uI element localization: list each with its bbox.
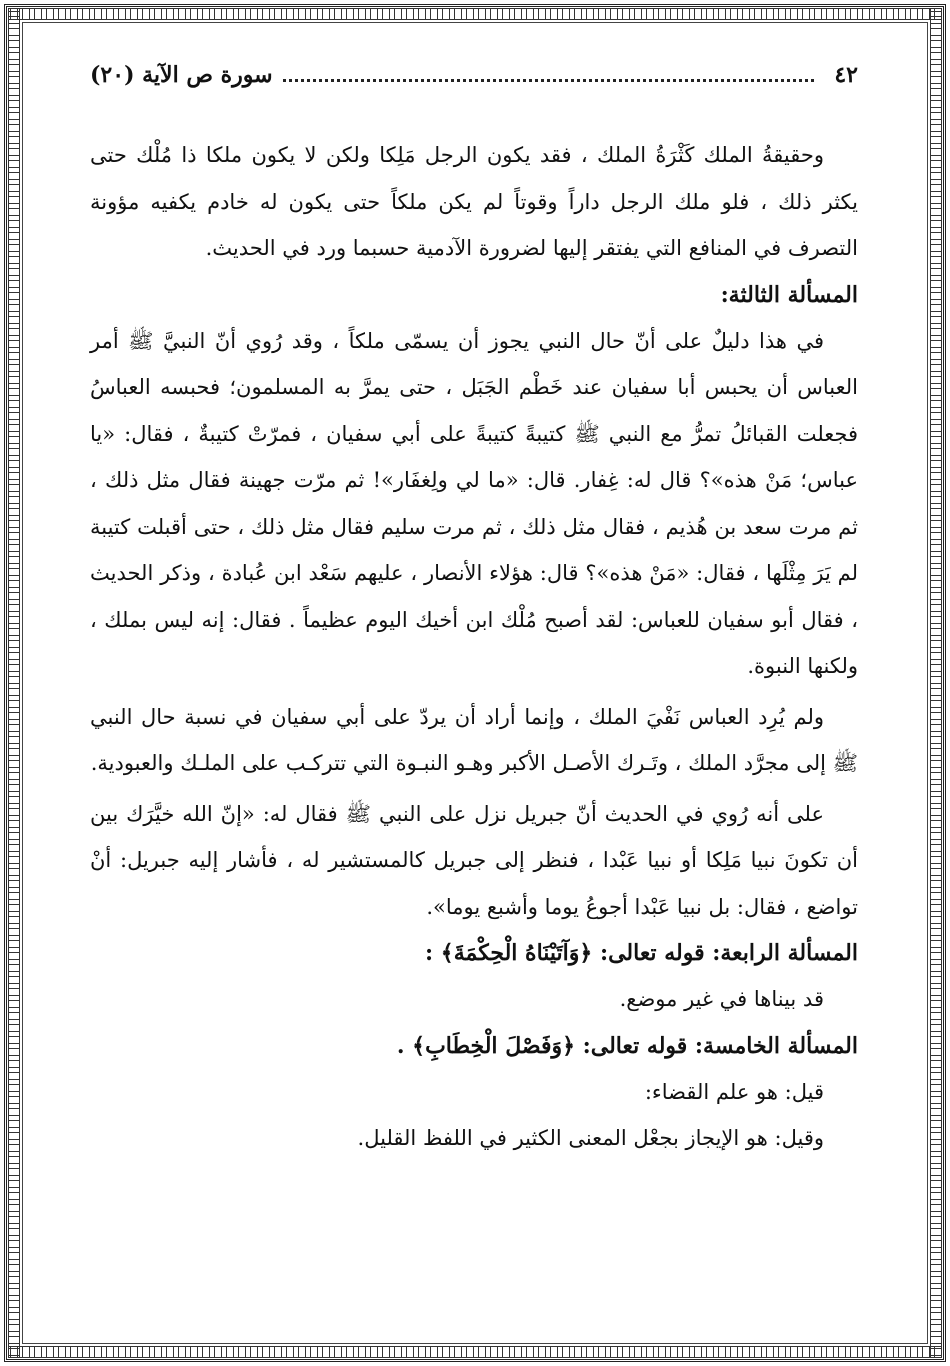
paragraph: قد بيناها في غير موضع.	[619, 987, 824, 1011]
page	[90, 62, 858, 1162]
surah-title: سورة ص الآية (٢٠)	[90, 62, 273, 88]
page-body	[90, 132, 858, 1162]
paragraph: في هذا دليلٌ على أنّ حال النبي يجوز أن يسمّى ملكاً ، وقد رُوي أنّ النبيَّ ﷺ أمر العباس أن يحبس أبا سفيان عند خَطْم الجَبَل ، حتى يمرَّ به المسلمون؛ فحبسه العباسُ فجعلت القبائلُ تمرُّ مع النبي ﷺ كتيبةً كتيبةً على أبي سفيان ، فمرّتْ كتيبةٌ ، فقال: «يا عباس؛ مَنْ هذه»؟ قال له: غِفار. قال: «ما لي ولِغفَار»! ثم مرّت جهينة فقال مثل ذلك ، ثم مرت سعد بن هُذيم ، فقال مثل ذلك ، ثم مرت سليم فقال مثل ذلك ، حتى أقبلت كتيبة لم يَرَ مِثْلَها ، فقال: «مَنْ هذه»؟ قال: هؤلاء الأنصار ، عليهم سَعْد ابن عُبادة ، وذكر الحديث ، فقال أبو سفيان للعباس: لقد أصبح مُلْك ابن أخيك اليوم عظيماً . فقال: إنه ليس بملك ، ولكنها النبوة.	[90, 328, 858, 678]
decorative-border-bottom	[8, 1346, 942, 1358]
leader-dots	[283, 79, 815, 82]
section-heading: المسألة الخامسة: قوله تعالى: ﴿وَفَصْلَ الْخِطَابِ﴾ .	[396, 1032, 858, 1059]
paragraph: على أنه رُوي في الحديث أنّ جبريل نزل على النبي ﷺ فقال له: «إنّ الله خيَّرَك بين أن تكونَ نبيا مَلِكا أو نبيا عَبْدا ، فنظر إلى جبريل كالمستشير له ، فأشار إليه جبريل: أنْ تواضع ، فقال: بل نبيا عَبْدا أجوعُ يوما وأشبع يوما».	[90, 801, 858, 919]
paragraph: وحقيقةُ الملك كَثْرَةُ الملك ، فقد يكون الرجل مَلِكا ولكن لا يكون ملكا ذا مُلْك حتى يكثر ذلك ، فلو ملك الرجل داراً وقوتاً لم يكن ملكاً حتى يكون له خادم يكفيه مؤونة التصرف في المنافع التي يفتقر إليها لضرورة الآدمية حسبما ورد في الحديث.	[90, 143, 858, 260]
decorative-border-left	[8, 8, 20, 1358]
section-heading: المسألة الثالثة:	[720, 281, 858, 308]
paragraph: قيل: هو علم القضاء:	[644, 1079, 824, 1104]
page-number: ٤٢	[834, 62, 858, 88]
decorative-border-right	[930, 8, 942, 1358]
section-heading: المسألة الرابعة: قوله تعالى: ﴿وَآتَيْنَاهُ الْحِكْمَةَ﴾ :	[425, 940, 858, 966]
paragraph: وقيل: هو الإيجاز بجعْل المعنى الكثير في اللفظ القليل.	[357, 1126, 824, 1150]
paragraph: ولم يُرِد العباس نَفْيَ الملك ، وإنما أراد أن يردّ على أبي سفيان في نسبة حال النبي ﷺ إلى مجرَّد الملك ، وتَـرك الأصـل الأكبر وهـو النبـوة التي تتركـب على الملـك والعبودية.	[90, 704, 858, 775]
decorative-border-top	[8, 8, 942, 20]
running-header	[90, 62, 858, 94]
